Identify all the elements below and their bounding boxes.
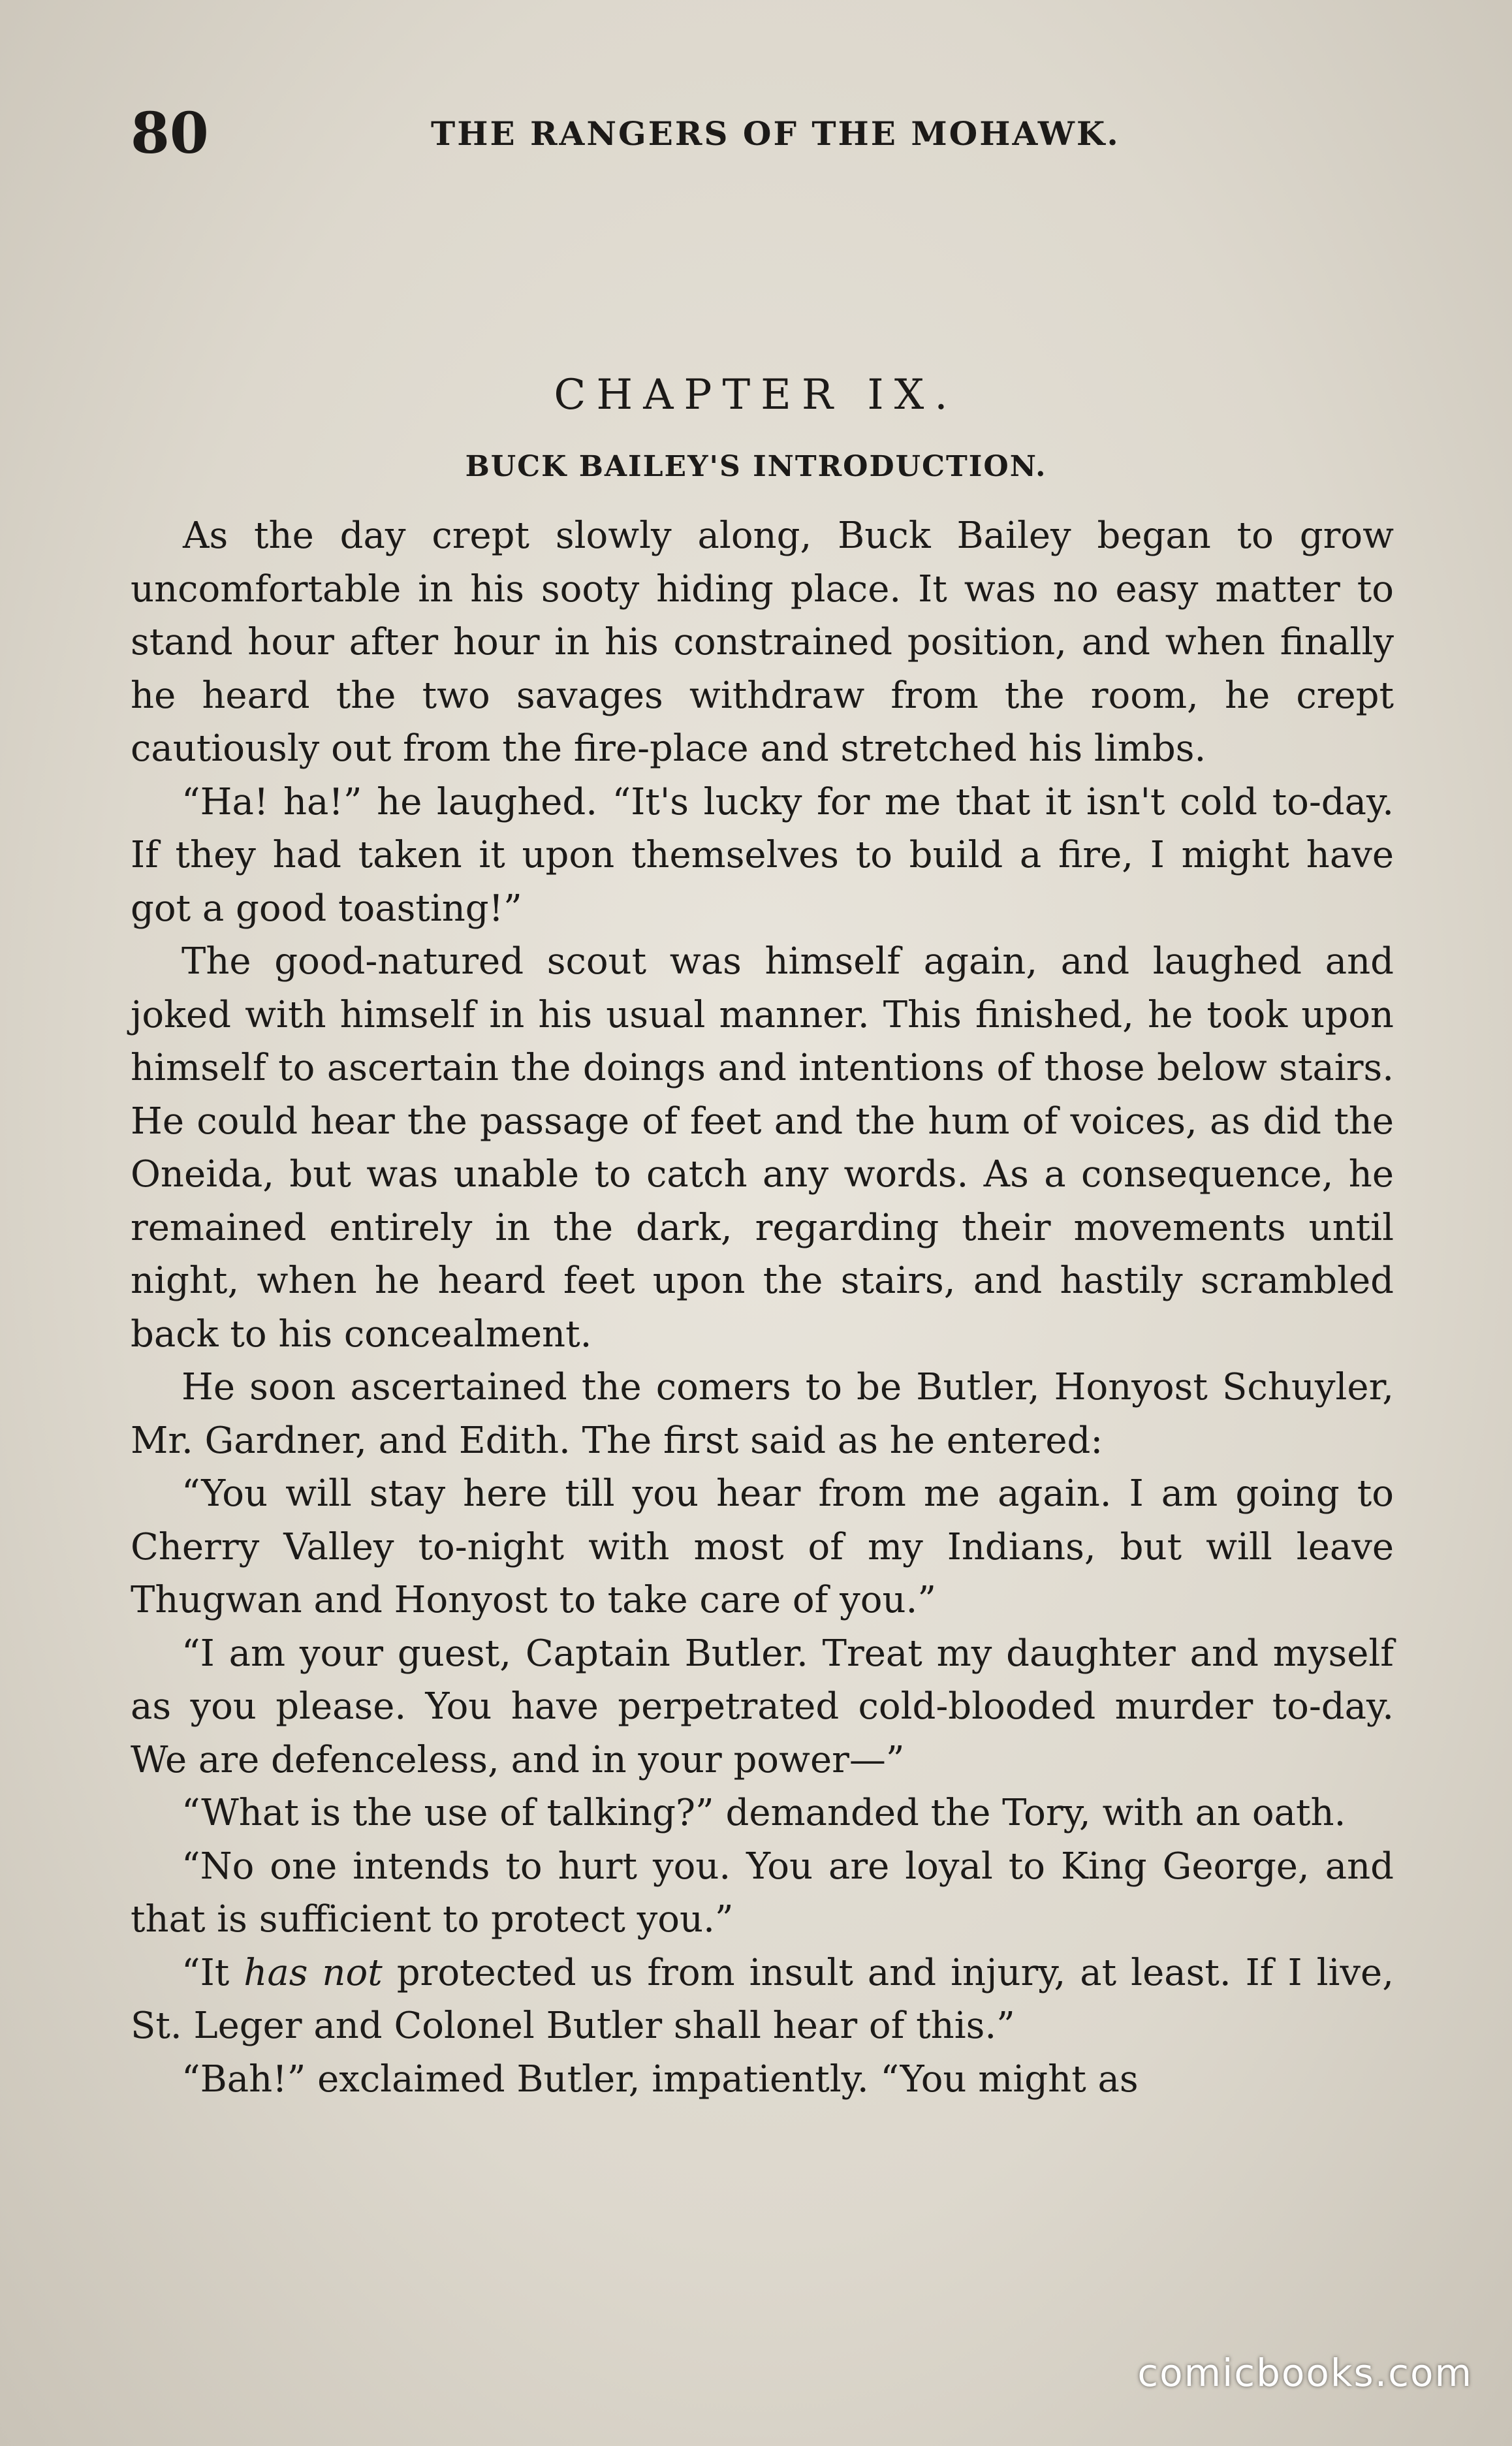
chapter-subtitle: BUCK BAILEY'S INTRODUCTION. xyxy=(465,450,1047,483)
running-title: THE RANGERS OF THE MOHAWK. xyxy=(431,114,1120,153)
paragraph-9-emphasis: has not xyxy=(244,1951,383,1994)
paragraph-9-start: “It xyxy=(181,1951,244,1994)
paragraph-5: “You will stay here till you hear from me again. I am going to Cherry Valley to-night with most of my Indians, but will leave Thugwan and Honyost to take care of you.” xyxy=(131,1472,1394,1621)
paragraph-9 xyxy=(131,1946,1394,2053)
paragraph-10: “Bah!” exclaimed Butler, impatiently. “You might as xyxy=(181,2057,1139,2101)
paragraph-4: He soon ascertained the comers to be Butler, Honyost Schuyler, Mr. Gardner, and Edith. The first said as he entered: xyxy=(131,1366,1394,1462)
paragraph-2: “Ha! ha!” he laughed. “It's lucky for me that it isn't cold to-day. If they had taken it upon themselves to build a fire, I might have got a good toasting!” xyxy=(131,780,1394,930)
paragraph-3: The good-natured scout was himself again, and laughed and joked with himself in his usual manner. This finished, he took upon himself to ascertain the doings and intentions of those below stairs. He could hear the passage of feet and the hum of voices, as did the Oneida, but was unable to catch any words. As a consequence, he remained entirely in the dark, regarding their movements until night, when he heard feet upon the stairs, and hastily scrambled back to his concealment. xyxy=(131,940,1394,1356)
paragraph-9-end: protected us from insult and injury, at least. If I live, St. Leger and Colonel Butler shall hear of this.” xyxy=(131,1951,1394,2047)
chapter-title: CHAPTER IX. xyxy=(554,371,958,419)
paragraph-1: As the day crept slowly along, Buck Bailey began to grow uncomfortable in his sooty hiding place. It was no easy matter to stand hour after hour in his constrained position, and when finally he heard the two savages withdraw from the room, he crept cautiously out from the fire-place and stretched his limbs. xyxy=(131,515,1394,770)
watermark: comicbooks.com xyxy=(1137,2351,1473,2395)
body-text xyxy=(131,509,1394,2106)
paragraph-8: “No one intends to hurt you. You are loyal to King George, and that is sufficient to protect you.” xyxy=(131,1845,1394,1941)
paragraph-6: “I am your guest, Captain Butler. Treat my daughter and myself as you please. You have perpetrated cold-blooded murder to-day. We are defenceless, and in your power—” xyxy=(131,1632,1394,1781)
page-number: 80 xyxy=(131,101,209,167)
page-header xyxy=(131,98,1404,170)
paragraph-7: “What is the use of talking?” demanded the Tory, with an oath. xyxy=(181,1792,1346,1834)
